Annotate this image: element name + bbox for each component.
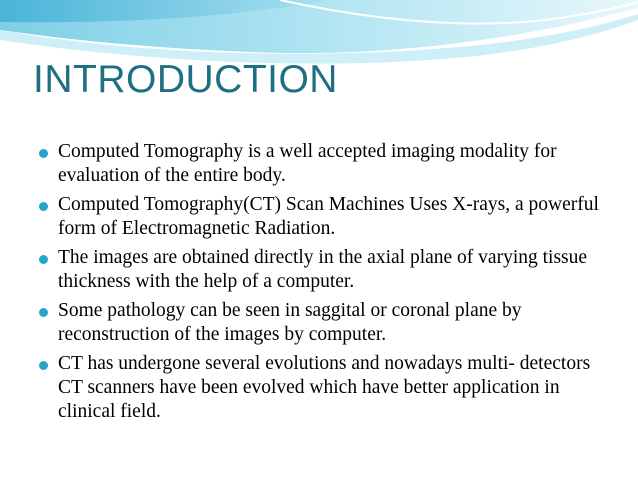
bullet-dot-icon xyxy=(39,361,48,370)
bullet-text: CT has undergone several evolutions and nowadays multi- detectors CT scanners have been evolved which have better application in clinical field. xyxy=(58,353,591,422)
bullet-item xyxy=(38,140,618,188)
bullet-dot-icon xyxy=(39,149,48,158)
bullet-dot-icon xyxy=(39,255,48,264)
bullet-text: The images are obtained directly in the axial plane of varying tissue thickness with the help of a computer. xyxy=(58,247,588,292)
bullet-list xyxy=(38,140,618,429)
bullet-dot-icon xyxy=(39,202,48,211)
slide-title: INTRODUCTION xyxy=(33,58,338,101)
bullet-item xyxy=(38,193,618,241)
bullet-item xyxy=(38,299,618,347)
bullet-text: Computed Tomography is a well accepted imaging modality for evaluation of the entire body. xyxy=(58,141,557,186)
bullet-item xyxy=(38,352,618,424)
bullet-item xyxy=(38,246,618,294)
bullet-dot-icon xyxy=(39,308,48,317)
bullet-text: Computed Tomography(CT) Scan Machines Uses X-rays, a powerful form of Electromagnetic Radiation. xyxy=(58,194,599,239)
bullet-text: Some pathology can be seen in saggital or coronal plane by reconstruction of the images by computer. xyxy=(58,300,522,345)
